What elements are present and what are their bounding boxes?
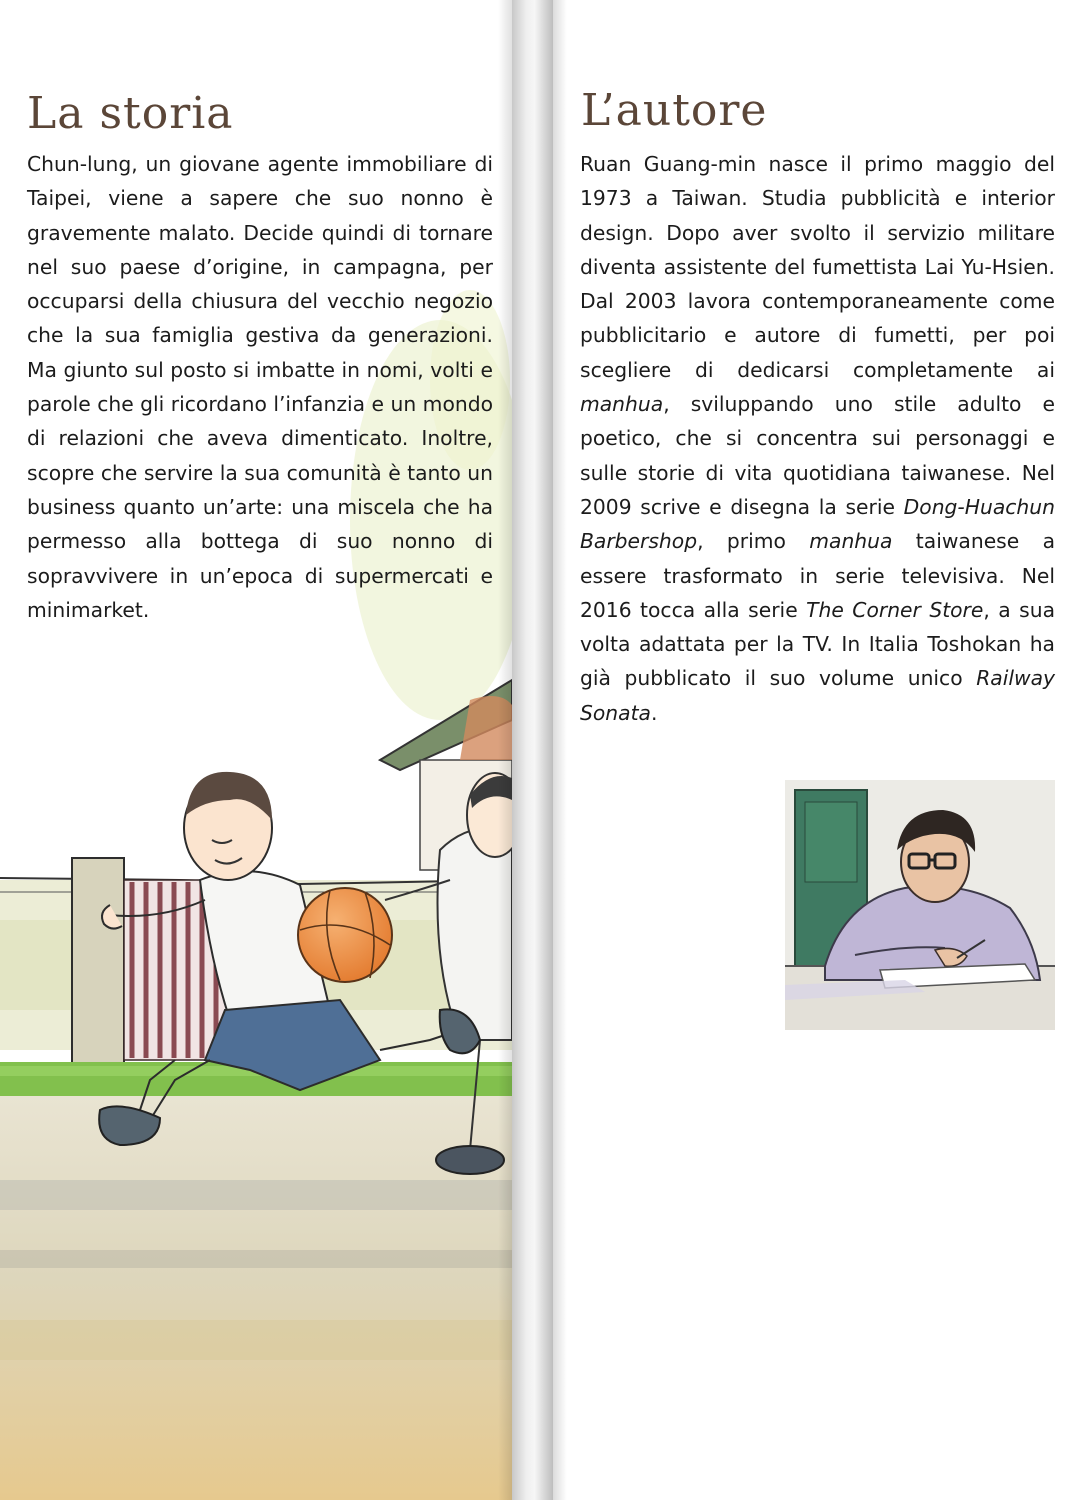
bio-text: .: [650, 700, 658, 725]
page-shadow-left: [498, 0, 512, 1500]
bio-text: , a sua volta adattata per la TV. In Italia Toshokan ha già pubblicato il suo volume unico: [580, 597, 1055, 691]
bio-italic-term: manhua: [580, 392, 664, 417]
bio-italic-term: manhua: [809, 529, 893, 554]
right-page: [553, 0, 1074, 1500]
bio-text: , sviluppando uno stile adulto e poetico, che si concentra sui personaggi e sulle storie di vita quotidiana taiwanese. Nel 2009 scrive e disegna la serie: [580, 392, 1055, 519]
left-page: [0, 0, 512, 1500]
book-gutter: [512, 0, 553, 1500]
story-heading: La storia: [27, 88, 234, 139]
bio-text: Ruan Guang-min nasce il primo maggio del 1973 a Taiwan. Studia pubblicità e interior design. Dopo aver svolto il servizio militare diventa assistente del fumettista Lai Yu-Hsien. Dal 2003 lavora contemporaneamente come pubblicitario e autore di fumetti, per poi scegliere di dedicarsi completamente ai: [580, 152, 1055, 382]
author-heading: L’autore: [581, 85, 768, 136]
page-shadow-right: [553, 0, 567, 1500]
bio-italic-title: The Corner Store: [806, 597, 984, 622]
story-paragraph: Chun-lung, un giovane agente immobiliare di Taipei, viene a sapere che suo nonno è gravemente malato. Decide quindi di tornare nel suo paese d’origine, in campagna, per occuparsi della chiusura del vecchio negozio che la sua famiglia gestiva da generazioni. Ma giunto sul posto si imbatte in nomi, volti e parole che gli ricordano l’infanzia e un mondo di relazioni che aveva dimenticato. Inoltre, scopre che servire la sua comunità è tanto un business quanto un’arte: una miscela che ha permesso alla bottega di suo nonno di sopravvivere in un’epoca di supermercati e minimarket.: [27, 152, 493, 622]
bio-italic-title: Dong-Huachun Barbershop: [580, 494, 1055, 554]
author-bio: [580, 147, 1055, 730]
bio-text: , primo: [697, 529, 810, 554]
bio-italic-title: Railway Sonata: [580, 666, 1055, 725]
bio-text: taiwanese a essere trasformato in serie televisiva. Nel 2016 tocca alla serie: [580, 529, 1056, 622]
author-portrait-illustration: [785, 780, 1055, 1030]
